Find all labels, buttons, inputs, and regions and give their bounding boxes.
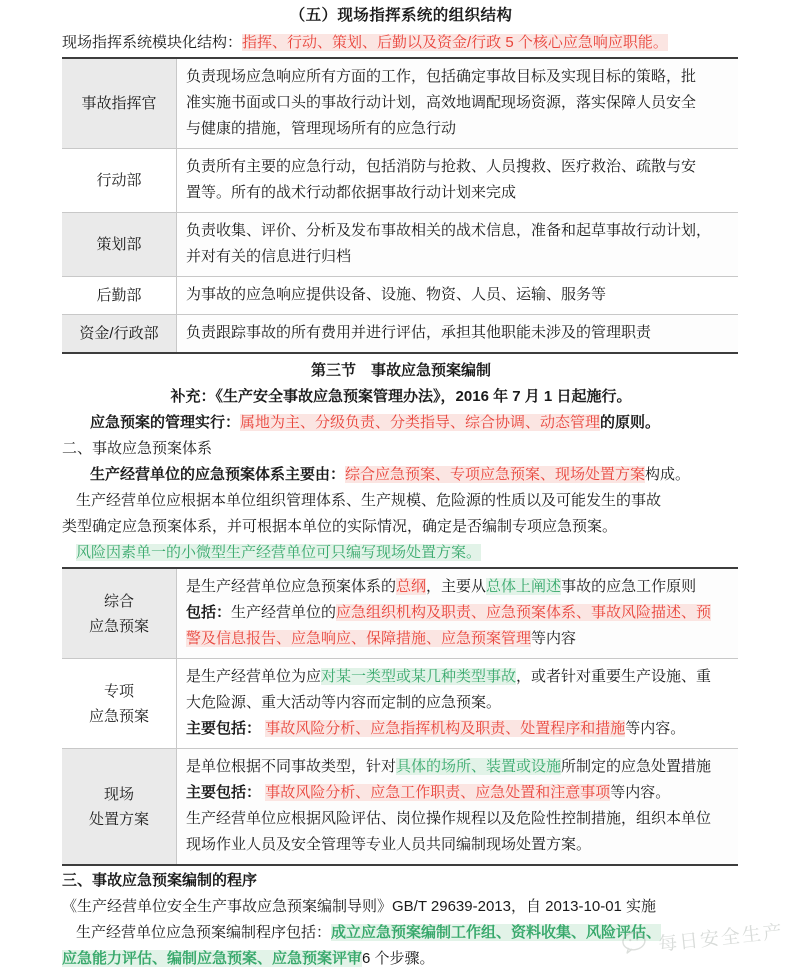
row-label (62, 568, 177, 659)
supplement-rest: 2016 年 7 月 1 日起施行。 (455, 388, 632, 405)
table-row (62, 568, 738, 659)
row-line (186, 754, 731, 780)
procedure-highlight-1: 成立应急预案编制工作组、资料收集、风险评估、 (331, 924, 662, 941)
row-label-line: 综合 (103, 592, 134, 610)
plan-system-line (62, 462, 740, 488)
row-label-line: 应急预案 (88, 707, 149, 725)
plan-system-suffix: 构成。 (645, 466, 691, 483)
row-line (186, 600, 731, 626)
seg: 是生产经营单位应急预案体系的 (186, 578, 397, 595)
seg-bold: 主要包括： (186, 720, 262, 737)
row-line (186, 626, 731, 652)
table-row (62, 659, 738, 749)
row-line: 与健康的措施，管理现场所有的应急行动 (186, 120, 457, 137)
row-label-line: 应急预案 (88, 617, 149, 635)
table-row (62, 213, 738, 277)
row-label: 行动部 (62, 149, 177, 213)
management-line (62, 410, 740, 436)
row-line: 置等。所有的战术行动都依据事故行动计划来完成 (186, 184, 517, 201)
row-label-line: 处置方案 (88, 810, 149, 828)
plan-system-paragraph-line1: 生产经营单位应根据本单位组织管理体系、生产规模、危险源的性质以及可能发生的事故 (76, 492, 662, 509)
command-structure-table (62, 57, 738, 354)
row-line: 负责跟踪事故的所有费用并进行评估，承担其他职能未涉及的管理职责 (186, 324, 652, 341)
row-line (186, 574, 731, 600)
seg-green: 具体的场所、装置或设施 (396, 758, 562, 775)
row-label: 后勤部 (62, 277, 177, 315)
procedure-line-2 (62, 946, 740, 972)
page-title: （五）现场指挥系统的组织结构 (289, 7, 513, 24)
row-label: 策划部 (62, 213, 177, 277)
seg: 所制定的应急处置措施 (561, 758, 712, 775)
management-suffix: 的原则。 (600, 414, 661, 431)
row-body (177, 149, 739, 213)
row-line (186, 806, 731, 832)
supplement-line (62, 384, 740, 410)
table-row (62, 58, 738, 149)
seg: 等内容。 (625, 720, 686, 737)
seg-red: 应急组织机构及职责、应急预案体系、事故风险描述、预 (336, 604, 712, 621)
row-line: 准实施书面或口头的事故行动计划，高效地调配现场资源，落实保障人员安全 (186, 94, 697, 111)
table-row (62, 277, 738, 315)
intro-highlight: 指挥、行动、策划、后勤以及资金/行政 5 个核心应急响应职能。 (242, 34, 668, 51)
seg: 生产经营单位应根据风险评估、岗位操作规程以及危险性控制措施，组织本单位 (186, 810, 712, 827)
seg-red: 总纲 (396, 578, 427, 595)
seg: 事故的应急工作原则 (561, 578, 697, 595)
plan-system-paragraph-line2: 类型确定应急预案体系，并可根据本单位的实际情况，确定是否编制专项应急预案。 (62, 518, 618, 535)
procedure-prefix: 生产经营单位应急预案编制程序包括： (76, 924, 332, 941)
subsection-two-title: 二、事故应急预案体系 (62, 440, 213, 457)
row-line: 负责现场应急响应所有方面的工作，包括确定事故目标及实现目标的策略，批 (186, 68, 697, 85)
row-body (177, 213, 739, 277)
row-label (62, 659, 177, 749)
seg-red: 警及信息报告、应急响应、保障措施、应急预案管理 (186, 630, 532, 647)
seg: 等内容 (531, 630, 577, 647)
row-line: 为事故的应急响应提供设备、设施、物资、人员、运输、服务等 (186, 286, 607, 303)
row-line (186, 716, 731, 742)
plan-system-prefix: 生产经营单位的应急预案体系主要由： (90, 466, 346, 483)
seg: ，主要从 (426, 578, 487, 595)
table-row (62, 315, 738, 354)
row-line: 负责所有主要的应急行动，包括消防与抢救、人员搜救、医疗救治、疏散与安 (186, 158, 697, 175)
row-line: 并对有关的信息进行归档 (186, 248, 352, 265)
row-line (186, 690, 731, 716)
row-label (62, 749, 177, 866)
seg: 生产经营单位的 (231, 604, 337, 621)
row-label-line: 专项 (103, 682, 134, 700)
row-line (186, 780, 731, 806)
seg-bold: 包括： (186, 604, 232, 621)
plan-system-highlight: 综合应急预案、专项应急预案、现场处置方案 (345, 466, 646, 483)
procedure-suffix: 6 个步骤。 (362, 950, 435, 967)
row-body (177, 749, 739, 866)
table-row (62, 149, 738, 213)
row-body (177, 315, 739, 354)
seg: ，或者针对重要生产设施、重 (516, 668, 712, 685)
row-label: 资金/行政部 (62, 315, 177, 354)
management-highlight: 属地为主、分级负责、分类指导、综合协调、动态管理 (240, 414, 601, 431)
row-label-line: 现场 (103, 785, 134, 803)
subsection-three-title: 三、事故应急预案编制的程序 (62, 872, 258, 889)
seg-red: 事故风险分析、应急工作职责、应急处置和注意事项 (265, 784, 611, 801)
section-three-title: 第三节 事故应急预案编制 (310, 362, 491, 379)
seg: 现场作业人员及安全管理等专业人员共同编制现场处置方案。 (186, 836, 592, 853)
plan-types-table (62, 567, 738, 866)
seg: 等内容。 (610, 784, 671, 801)
green-note-line (62, 540, 740, 566)
green-note: 风险因素单一的小微型生产经营单位可只编写现场处置方案。 (76, 544, 482, 561)
procedure-highlight-2: 应急能力评估、编制应急预案、应急预案评审 (62, 950, 363, 967)
standard-line: 《生产经营单位安全生产事故应急预案编制导则》GB/T 29639-2013，自 2013-10-01 实施 (62, 898, 657, 915)
table-row (62, 749, 738, 866)
row-line: 负责收集、评价、分析及发布事故相关的战术信息，准备和起草事故行动计划， (186, 222, 712, 239)
row-body (177, 659, 739, 749)
supplement-prefix: 补充：《生产安全事故应急预案管理办法》， (170, 388, 456, 405)
seg-green: 对某一类型或某几种类型事故 (321, 668, 517, 685)
row-line (186, 832, 731, 858)
seg: 大危险源、重大活动等内容而定制的应急预案。 (186, 694, 502, 711)
seg-red: 事故风险分析、应急指挥机构及职责、处置程序和措施 (265, 720, 626, 737)
row-body (177, 277, 739, 315)
intro-paragraph (62, 30, 740, 56)
row-body (177, 58, 739, 149)
row-label: 事故指挥官 (62, 58, 177, 149)
intro-prefix: 现场指挥系统模块化结构： (62, 34, 243, 51)
watermark-text: 每日安全生产 (657, 921, 785, 956)
row-body (177, 568, 739, 659)
command-table-body (62, 58, 738, 353)
seg-green: 总体上阐述 (486, 578, 562, 595)
seg-bold: 主要包括： (186, 784, 262, 801)
seg: 是生产经营单位为应 (186, 668, 322, 685)
row-line (186, 664, 731, 690)
seg: 是单位根据不同事故类型，针对 (186, 758, 397, 775)
management-prefix: 应急预案的管理实行： (90, 414, 241, 431)
plan-table-body (62, 568, 738, 865)
procedure-line-1 (62, 920, 740, 946)
